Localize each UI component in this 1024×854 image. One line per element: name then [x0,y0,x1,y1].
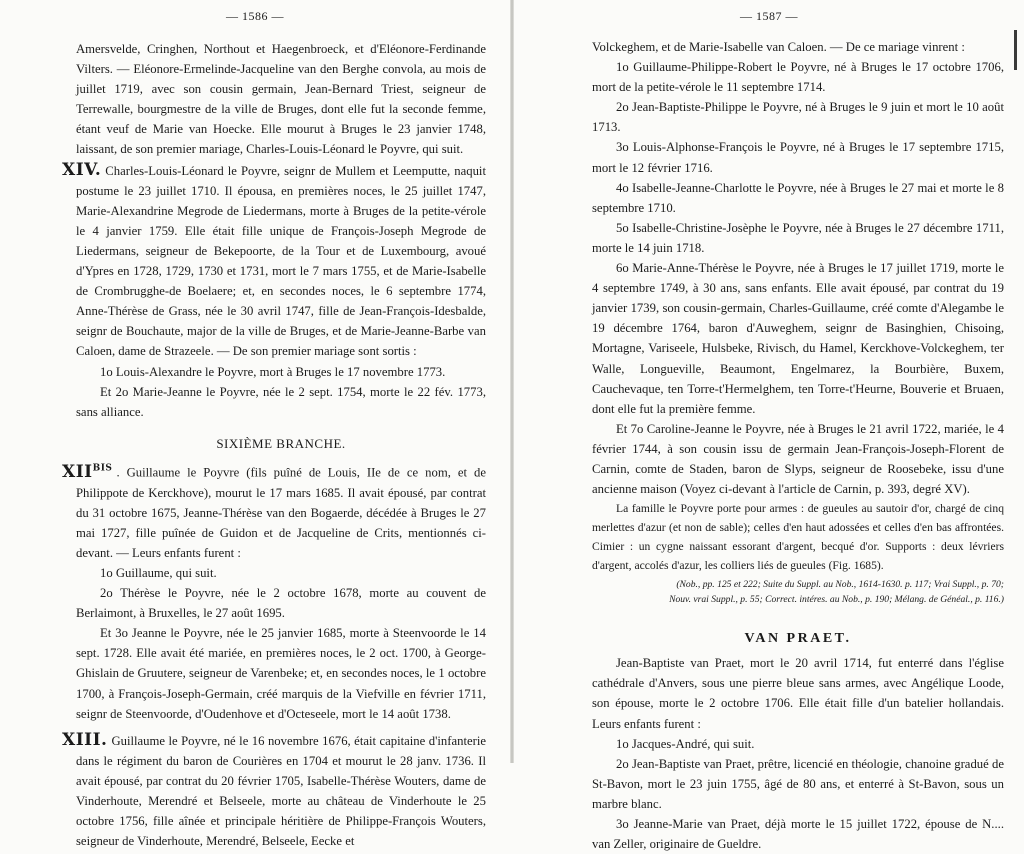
left-page-text [62,39,486,851]
section-heading: SIXIÈME BRANCHE. [216,435,346,451]
generation-text: Guillaume le Poyvre, né le 16 novembre 1676, était capitaine d'infanterie dans le régiment du baron de Courières en 1704 et mourut le 28 janv. 1736. Il avait épousé, par contrat du 20 février 1705, Isabelle-Thérèse Wouters, dame de Vinderhoute, Merendré et Belseele, morte au château de Vinderhoute le 25 octobre 1756, fille aînée et principale héritière de Philippe-François Wouters, seigneur de Vinderhoute, Merendré, Belseele, Eecke et [76,733,486,849]
paragraph: Volckeghem, et de Marie-Isabelle van Caloen. — De ce mariage vinrent : [592,40,965,54]
left-page [0,0,510,849]
child-entry: Et 2o Marie-Jeanne le Poyvre, née le 2 sept. 1754, morte le 22 fév. 1773, sans alliance. [76,384,486,419]
generation-text: Charles-Louis-Léonard le Poyvre, seignr de Mullem et Leemputte, naquit postume le 23 juillet 1710. Il épousa, en premières noces, le 25 juillet 1747, Marie-Alexandrine Megrode de Liedermans, morte à Bruges de la petite-vérole le 4 janvier 1759. Elle était fille unique de François-Joseph Megrode de Liedermans, seigneur de Bekepoorte, de la Tour et de Luxembourg, avoué d'Ypres en 1728, 1729, 1730 et 1731, mort le 7 mars 1755, et de Marie-Isabelle de Crombrugghe-de Boelaere; et, en secondes noces, le 6 septembre 1774, Anne-Thérèse de Grass, née le 30 avril 1747, fille de Jean-François-Idesbalde, seignr de Bouchaute, major de la ville de Bruges, et de Marie-Jeanne-Barbe van Caloen, dame de Strazeele. — De son premier mariage sont sortis : [76,163,486,359]
paragraph: Jean-Baptiste van Praet, mort le 20 avril 1714, fut enterré dans l'église cathédrale d'Anvers, sous une pierre bleue sans armes, avec Angélique Loode, son épouse, morte le 2 octobre 1706. Elle était fille d'un batelier hollandais. Leurs enfants furent : [592,656,1004,731]
child-entry: 3o Louis-Alphonse-François le Poyvre, né à Bruges le 17 septembre 1715, mort le 12 février 1716. [592,140,1004,175]
child-entry: 1o Guillaume, qui suit. [100,566,217,580]
child-entry: 2o Thérèse le Poyvre, née le 2 octobre 1678, morte au couvent de Berlaimont, à Bruxelles, le 27 août 1695. [76,586,486,621]
child-entry: 4o Isabelle-Jeanne-Charlotte le Poyvre, née à Bruges le 27 mai et morte le 8 septembre 1710. [592,180,1004,215]
generation-text: . Guillaume le Poyvre (fils puîné de Louis, IIe de ce nom, et de Philippote de Kerckhove), mourut le 17 mars 1685. Il avait épousé, par contrat du 31 octobre 1675, Jeanne-Thérèse van den Bogaerde, décédée à Bruges le 27 mai 1727, fille puînée de Guidon et de Jacqueline de Crits, mentionnés ci-devant. — Leurs enfants furent : [76,465,486,560]
right-page [514,0,1024,852]
generation-label: XIII. [62,729,108,750]
generation-xiv [62,159,486,362]
child-entry: 1o Jacques-André, qui suit. [616,736,755,751]
generation-label: XIV. [62,159,102,180]
generation-xii-bis [62,458,486,563]
page-number: — 1586 — [226,9,284,23]
generation-xiii [62,729,486,852]
generation-label: $XII^{BIS}$ [62,461,113,482]
child-entry: 1o Guillaume-Philippe-Robert le Poyvre, né à Bruges le 17 octobre 1706, mort de la petite-vérole le 11 septembre 1714. [592,60,1004,95]
child-entry: 3o Jeanne-Marie van Praet, déjà morte le 15 juillet 1722, épouse de N.... van Zeller, originaire de Gueldre. [592,817,1004,852]
child-entry: 1o Louis-Alexandre le Poyvre, mort à Bruges le 17 novembre 1773. [100,364,446,379]
right-page-text [592,37,1004,854]
child-entry: Et 7o Caroline-Jeanne le Poyvre, née à Bruges le 21 avril 1722, mariée, le 4 février 1744, à son cousin issu de germain Jean-François-Joseph-Florent de Carnin, comte de Staden, baron de Slyps, seigneur de Roosebeke, issu d'une ancienne maison (Voyez ci-devant à l'article de Carnin, p. 393, degré XV). [592,421,1004,497]
family-title: VAN PRAET. [744,631,852,647]
paragraph: Amersvelde, Cringhen, Northout et Haegenbroeck, et d'Eléonore-Ferdinande Vilters. — Eléonore-Ermelinde-Jacqueline van den Berghe convola, au mois de juillet 1719, avec son cousin germain, Jean-Bernard Triest, seigneur de Terrewalle, bourgmestre de la ville de Bruges, dont elle fut la seconde femme, étant veuf de Marie van Hoecke. Elle mourut à Bruges le 23 janvier 1748, laissant, de son premier mariage, Charles-Louis-Léonard le Poyvre, qui suit. [76,42,486,157]
child-entry: 2o Jean-Baptiste van Praet, prêtre, licencié en théologie, chanoine gradué de St-Bavon, mort le 23 juin 1755, âgé de 80 ans, et enterré à St-Bavon, sous un marbre blanc. [592,756,1004,811]
child-entry: 5o Isabelle-Christine-Josèphe le Poyvre, née à Bruges le 27 décembre 1711, morte le 14 juin 1718. [592,220,1004,255]
references: (Nob., pp. 125 et 222; Suite du Suppl. au Nob., 1614-1630. p. 117; Vrai Suppl., p. 70; Nouv. vrai Suppl., p. 55; Correct. intéres. au Nob., p. 190; Mélang. de Généal., p. 116.) [669,579,1004,606]
child-entry: 6o Marie-Anne-Thérèse le Poyvre, née à Bruges le 17 juillet 1719, morte le 4 septembre 1749, à 30 ans, sans enfants. Elle avait épousé, par contrat du 19 janvier 1739, son cousin-germain, Charles-Guillaume, créé comte d'Alegambe le 19 décembre 1764, baron d'Auweghem, seignr de Basinghien, Chisoing, Mortagne, Variseele, Hulsbeke, Rivisch, du Hamel, Kerckhove-Volckeghem, ter Walle, Longueville, Beaumont, Engelmarez, la Bourbière, Buxem, Cauchevaque, ten Torre-t'Hermelghem, ten Torre-t'Heurne, Bouverie et Bruaen, dont elle fut la première femme. [592,261,1004,416]
page-number: — 1587 — [740,9,798,23]
child-entry: Et 3o Jeanne le Poyvre, née le 25 janvier 1685, morte à Steenvoorde le 14 sept. 1728. Elle avait été mariée, en premières noces, le 2 oct. 1700, à George-Ghislain de Gruutere, seigneur de Varenbeke; et, en secondes noces, le 1 octobre 1700, à François-Joseph-Germain, créé marquis de la Viefville en février 1711, seignr de Steenvoorde, d'Oudenhove et d'Octeseele, mort le 14 août 1738. [76,626,486,721]
coat-of-arms-description: La famille le Poyvre porte pour armes : de gueules au sautoir d'or, chargé de cinq merlettes d'azur (et non de sable); celles d'en haut adossées et celles d'en bas affrontées. Cimier : un cygne naissant essorant d'argent, becqué d'or. Supports : deux lévriers d'argent, accolés d'azur, les colliers liés de gueules (Fig. 1685). [592,502,1004,573]
child-entry: 2o Jean-Baptiste-Philippe le Poyvre, né à Bruges le 9 juin et mort le 10 août 1713. [592,100,1004,135]
scan-edge-mark [1014,30,1017,70]
